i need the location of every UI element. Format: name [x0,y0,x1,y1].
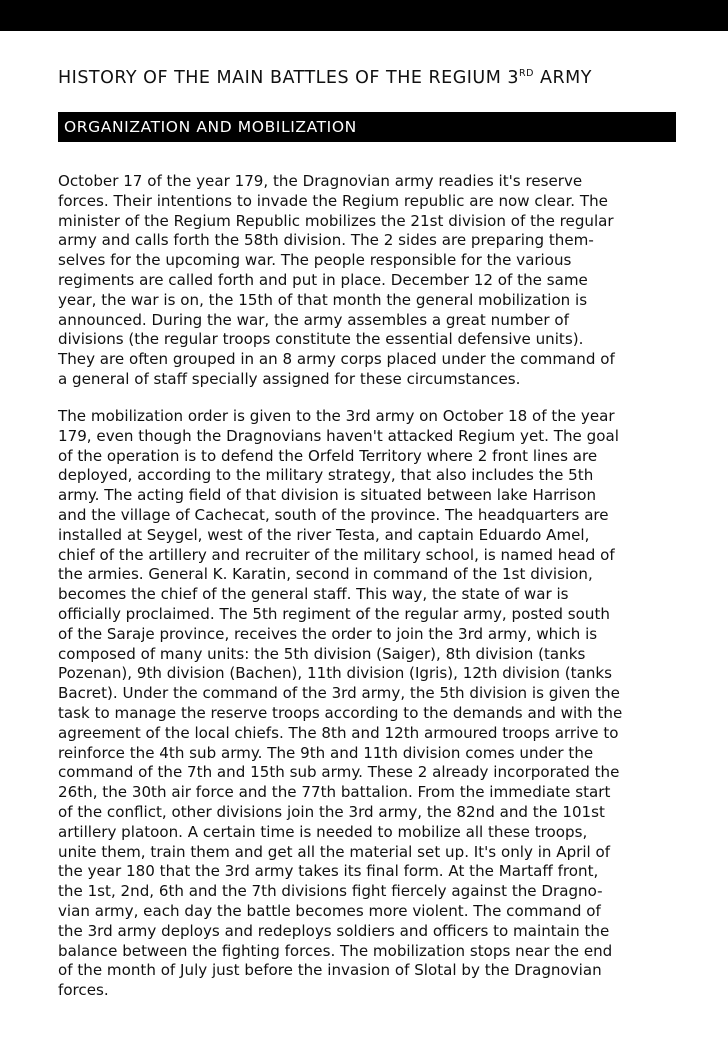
text-line: chief of the artillery and recruiter of the military school, is named head of [58,545,615,564]
text-line: command of the 7th and 15th sub army. These 2 already incorporated the [58,763,620,782]
text-line: announced. During the war, the army assembles a great number of [58,310,569,329]
text-line: the 3rd army deploys and redeploys soldiers and officers to maintain the [58,921,610,940]
text-line: vian army, each day the battle becomes more violent. The command of [58,901,601,920]
text-line: agreement of the local chiefs. The 8th and 12th armoured troops arrive to [58,723,619,742]
text-line: They are often grouped in an 8 army corps placed under the command of [58,350,615,369]
text-line: of the month of July just before the invasion of Slotal by the Dragnovian [58,961,602,980]
text-line: forces. Their intentions to invade the Regium republic are now clear. The [58,191,608,210]
text-line: army. The acting field of that division is situated between lake Harrison [58,486,597,505]
paragraph-mobilization-order [58,407,622,1001]
text-line: minister of the Regium Republic mobilizes the 21st division of the regular [58,211,614,230]
title-superscript: RD [519,68,534,79]
title-main-text: HISTORY OF THE MAIN BATTLES OF THE REGIUM 3 [58,68,520,88]
top-black-bar [0,0,728,31]
text-line: composed of many units: the 5th division (Saiger), 8th division (tanks [58,644,586,663]
text-line: year, the war is on, the 15th of that month the general mobilization is [58,290,588,309]
text-line: army and calls forth the 58th division. The 2 sides are preparing them- [58,231,594,250]
text-line: a general of staff specially assigned for these circumstances. [58,369,521,388]
section-heading: ORGANIZATION AND MOBILIZATION [64,118,357,136]
text-line: of the Saraje province, receives the order to join the 3rd army, which is [58,624,598,643]
text-line: divisions (the regular troops constitute the essential defensive units). [58,330,584,349]
text-line: of the conflict, other divisions join the 3rd army, the 82nd and the 101st [58,802,605,821]
section-heading-bar [58,112,676,142]
text-line: unite them, train them and get all the material set up. It's only in April of [58,842,611,861]
text-line: Pozenan), 9th division (Bachen), 11th division (Igris), 12th division (tanks [58,664,612,683]
text-line: task to manage the reserve troops according to the demands and with the [58,703,623,722]
text-line: Bacret). Under the command of the 3rd army, the 5th division is given the [58,684,620,703]
text-line: October 17 of the year 179, the Dragnovian army readies it's reserve [58,172,583,190]
text-line: officially proclaimed. The 5th regiment of the regular army, posted south [58,604,610,623]
text-line: 179, even though the Dragnovians haven't attacked Regium yet. The goal [58,426,619,445]
title-tail-text: ARMY [533,68,592,88]
text-line: deployed, according to the military strategy, that also includes the 5th [58,466,594,485]
text-line: reinforce the 4th sub army. The 9th and 11th division comes under the [58,743,594,762]
document-title [58,68,592,88]
text-line: regiments are called forth and put in place. December 12 of the same [58,270,588,289]
text-line: installed at Seygel, west of the river Testa, and captain Eduardo Amel, [58,525,590,544]
text-line: becomes the chief of the general staff. This way, the state of war is [58,585,569,604]
text-line: The mobilization order is given to the 3rd army on October 18 of the year [58,407,615,425]
text-line: the armies. General K. Karatin, second in command of the 1st division, [58,565,593,584]
text-line: 26th, the 30th air force and the 77th battalion. From the immediate start [58,783,611,802]
text-line: and the village of Cachecat, south of the province. The headquarters are [58,505,609,524]
text-line: of the operation is to defend the Orfeld Territory where 2 front lines are [58,446,598,465]
text-line: forces. [58,981,109,1000]
text-line: the 1st, 2nd, 6th and the 7th divisions fight fiercely against the Dragno- [58,882,603,901]
text-line: selves for the upcoming war. The people responsible for the various [58,251,572,270]
text-line: the year 180 that the 3rd army takes its final form. At the Martaff front, [58,862,599,881]
paragraph-organization [58,172,615,390]
text-line: balance between the fighting forces. The mobilization stops near the end [58,941,613,960]
text-line: artillery platoon. A certain time is needed to mobilize all these troops, [58,822,588,841]
